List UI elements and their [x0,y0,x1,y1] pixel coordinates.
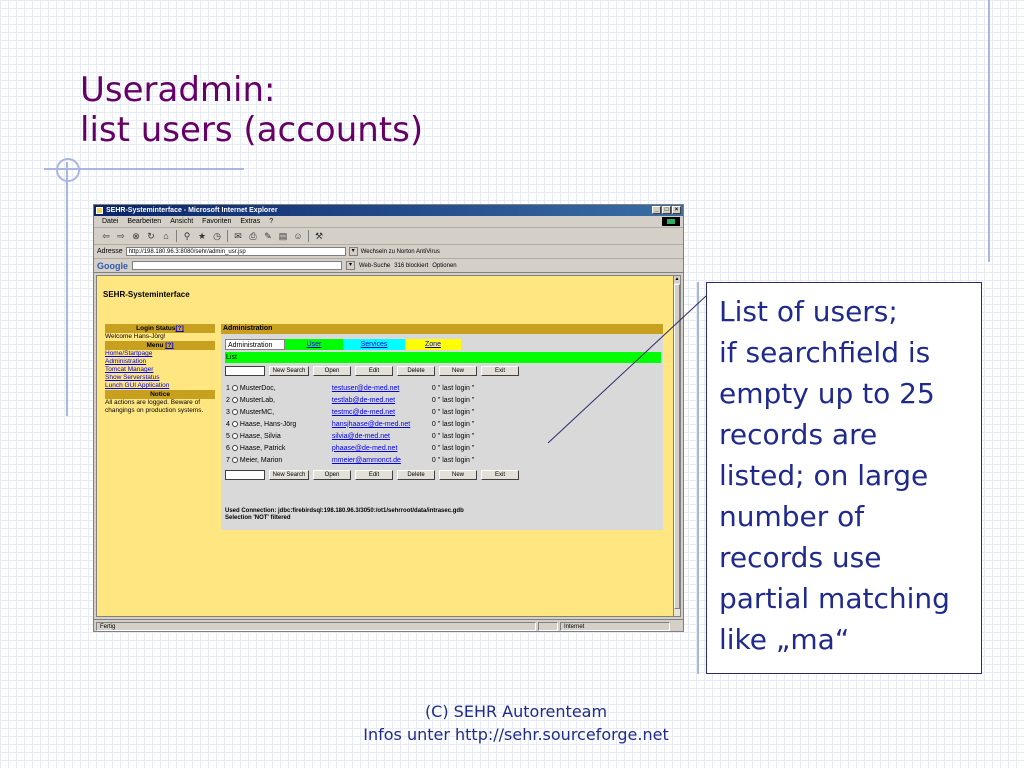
admin-panel [221,324,663,530]
user-last-login: " last login " [437,408,475,416]
status-text: Fertig [96,622,536,631]
admin-header: Administration [221,324,663,334]
user-table [225,382,475,466]
user-count: 0 [431,408,436,416]
radio-button[interactable] [232,445,238,451]
slide-title [80,70,423,150]
search-input[interactable] [225,470,265,480]
new-search-button[interactable]: New Search [269,470,309,480]
row-number: 6 [226,444,230,452]
slide-title-line: Useradmin: [80,70,276,110]
edit-icon[interactable]: ✎ [264,231,272,241]
login-status-label: Login Status [136,325,176,332]
maximize-icon[interactable]: □ [662,206,671,214]
menu-header [105,341,215,350]
user-name: MusterMC, [239,408,275,416]
address-dropdown-icon[interactable]: ▾ [349,247,358,256]
welcome-text: Welcome Hans-Jörg! [105,333,166,340]
tool-icon[interactable]: ⚒ [314,231,324,241]
back-arrow-icon[interactable]: ⇦ [102,231,110,241]
tab-user[interactable]: User [285,339,343,350]
user-last-login: " last login " [437,432,475,440]
radio-button[interactable] [232,409,238,415]
google-logo[interactable]: Google [97,260,128,271]
browser-menubar [94,216,683,228]
toolbar-separator [227,230,228,242]
user-count: 0 [431,384,436,392]
delete-button[interactable]: Delete [397,366,435,376]
table-row[interactable] [225,442,475,454]
decorative-line [988,0,990,262]
messenger-icon[interactable]: ☺ [293,231,303,241]
history-icon[interactable]: ◷ [213,231,221,241]
scroll-up-icon[interactable]: ▲ [674,276,680,282]
status-cell [538,622,558,631]
user-name: Haase, Silvia [239,432,281,440]
user-last-login: " last login " [437,444,475,452]
print-icon[interactable]: ⎙ [249,231,257,241]
delete-button[interactable]: Delete [397,470,435,480]
google-dropdown-icon[interactable]: ▾ [346,261,355,270]
toolbar-separator [176,230,177,242]
user-email[interactable]: mmeier@ammonct.de [331,456,401,464]
user-name: Haase, Hans-Jörg [239,420,297,428]
forward-arrow-icon[interactable]: ⇨ [117,231,125,241]
radio-button[interactable] [232,433,238,439]
menu-link-home[interactable]: Home/Startpage [105,350,153,357]
address-input[interactable]: http://198.180.96.3:8080/sehr/admin_usr.jsp [126,247,346,256]
callout-line: number of [719,500,865,533]
callout-box [706,282,982,674]
user-email[interactable]: hansjhaase@de-med.net [331,420,411,428]
button-row-top [225,366,519,376]
exit-button[interactable]: Exit [481,366,519,376]
google-toolbar [94,259,683,273]
new-button[interactable]: New [439,470,477,480]
row-radio[interactable] [231,430,239,442]
radio-button[interactable] [232,397,238,403]
user-last-login: " last login " [437,384,475,392]
tab-services[interactable]: Services [343,339,405,350]
menu-item-datei[interactable]: Datei [102,218,119,225]
app-heading: SEHR-Systeminterface [103,290,190,299]
callout-line: if searchfield is [719,336,931,369]
user-email[interactable]: testuser@de-med.net [331,384,400,392]
user-email[interactable]: phaase@de-med.net [331,444,398,452]
menu-item-help[interactable]: ? [269,218,274,225]
user-count: 0 [431,444,436,452]
slide-footer [0,700,1024,746]
user-count: 0 [431,432,436,440]
address-label: Adresse [97,248,123,255]
menu-link-gui[interactable]: Lunch GUI Application [105,382,170,389]
menu-help-link[interactable]: [?] [165,342,174,349]
google-search-input[interactable] [132,261,342,270]
tab-administration[interactable]: Administration [225,339,285,350]
row-radio[interactable] [231,406,239,418]
user-last-login: " last login " [437,396,475,404]
user-name: Haase, Patrick [239,444,286,452]
new-search-button[interactable]: New Search [269,366,309,376]
user-count: 0 [431,420,436,428]
user-email[interactable]: testmc@de-med.net [331,408,396,416]
user-count: 0 [431,456,436,464]
open-button[interactable]: Open [313,366,351,376]
page-content [96,275,674,617]
button-row-bottom [225,470,519,480]
menu-item-ansicht[interactable]: Ansicht [170,218,194,225]
callout-line: listed; on large [719,459,929,492]
row-radio[interactable] [231,454,239,466]
callout-line: like „ma“ [719,623,850,656]
callout-line: records use [719,541,882,574]
windows-logo-icon [662,217,680,226]
decorative-line [697,282,699,674]
home-icon[interactable]: ⌂ [163,231,169,241]
slide-title-line: list users (accounts) [80,110,424,150]
status-zone: Internet [560,622,670,631]
edit-button[interactable]: Edit [355,366,393,376]
menu-link-administration[interactable]: Administration [105,358,147,365]
browser-title: SEHR-Systeminterface - Microsoft Internet Explorer [106,207,278,214]
row-number: 2 [226,396,230,404]
row-number: 4 [226,420,230,428]
row-number: 3 [226,408,230,416]
table-row[interactable] [225,430,475,442]
close-icon[interactable]: × [672,206,681,214]
address-extra[interactable]: Wechseln zu Norton AntiVirus [360,248,440,255]
radio-button[interactable] [232,421,238,427]
scroll-thumb[interactable] [674,284,680,609]
google-options-button[interactable]: Optionen [432,262,457,269]
discuss-icon[interactable]: ▤ [278,231,288,241]
sidebar [105,324,215,415]
notice-text: All actions are logged. Beware of changings on production systems. [105,399,204,414]
row-radio[interactable] [231,394,239,406]
callout-line: partial matching [719,582,950,615]
popup-blocked-button[interactable]: 316 blockiert [394,262,429,269]
callout-line: records are [719,418,878,451]
user-name: MusterLab, [239,396,275,404]
radio-button[interactable] [232,385,238,391]
decorative-circle [56,158,80,182]
menu-label: Menu [146,342,164,349]
connection-line: Used Connection: jdbc:firebirdsql:198.180.96.3/3050:/ot1/sehrroot/data/intrasec.gdb [225,508,464,514]
user-email[interactable]: testlab@de-med.net [331,396,396,404]
menu-item-extras[interactable]: Extras [240,218,261,225]
login-status-header [105,324,215,333]
google-websearch-button[interactable]: Web-Suche [359,262,391,269]
table-row[interactable] [225,382,475,394]
exit-button[interactable]: Exit [481,470,519,480]
user-name: Meier, Marion [239,456,283,464]
row-number: 1 [226,384,230,392]
callout-line: empty up to 25 [719,377,935,410]
address-bar [94,245,683,259]
user-last-login: " last login " [437,420,475,428]
mail-icon[interactable]: ✉ [234,231,242,241]
row-radio[interactable] [231,382,239,394]
new-button[interactable]: New [439,366,477,376]
edit-button[interactable]: Edit [355,470,393,480]
stop-icon[interactable]: ⊗ [132,231,140,241]
footer-copyright: (C) SEHR Autorenteam [424,702,608,721]
toolbar-separator [308,230,309,242]
row-radio[interactable] [231,418,239,430]
search-icon[interactable]: ⚲ [183,231,191,241]
ie-app-icon [96,207,103,214]
menu-link-tomcat[interactable]: Tomcat Manager [105,366,154,373]
browser-titlebar [94,205,683,216]
user-name: MusterDoc, [239,384,276,392]
footer-info: Infos unter http://sehr.sourceforge.net [363,725,669,744]
radio-button[interactable] [232,457,238,463]
menu-item-favoriten[interactable]: Favoriten [202,218,232,225]
favorites-icon[interactable]: ★ [197,231,207,241]
connection-info [225,508,464,522]
menu-item-bearbeiten[interactable]: Bearbeiten [127,218,162,225]
tab-zone[interactable]: Zone [405,339,461,350]
vertical-scrollbar[interactable] [673,275,681,617]
notice-header: Notice [105,390,215,399]
user-email[interactable]: silvia@de-med.net [331,432,390,440]
refresh-icon[interactable]: ↻ [147,231,155,241]
table-row[interactable] [225,394,475,406]
menu-link-serverstatus[interactable]: Show Serverstatus [105,374,160,381]
tabs [225,339,461,350]
table-row[interactable] [225,454,475,466]
row-radio[interactable] [231,442,239,454]
browser-toolbar [94,228,683,245]
login-help-link[interactable]: [?] [175,325,184,332]
selection-line: Selection 'NOT' filtered [225,515,291,521]
row-number: 7 [226,456,230,464]
minimize-icon[interactable]: _ [652,206,661,214]
user-count: 0 [431,396,436,404]
table-row[interactable] [225,418,475,430]
user-last-login: " last login " [437,456,475,464]
row-number: 5 [226,432,230,440]
status-bar [94,619,683,632]
search-input[interactable] [225,366,265,376]
browser-window [93,204,684,632]
callout-line: List of users; [719,295,898,328]
table-row[interactable] [225,406,475,418]
decorative-line [66,162,68,416]
open-button[interactable]: Open [313,470,351,480]
list-bar: List [225,352,661,363]
